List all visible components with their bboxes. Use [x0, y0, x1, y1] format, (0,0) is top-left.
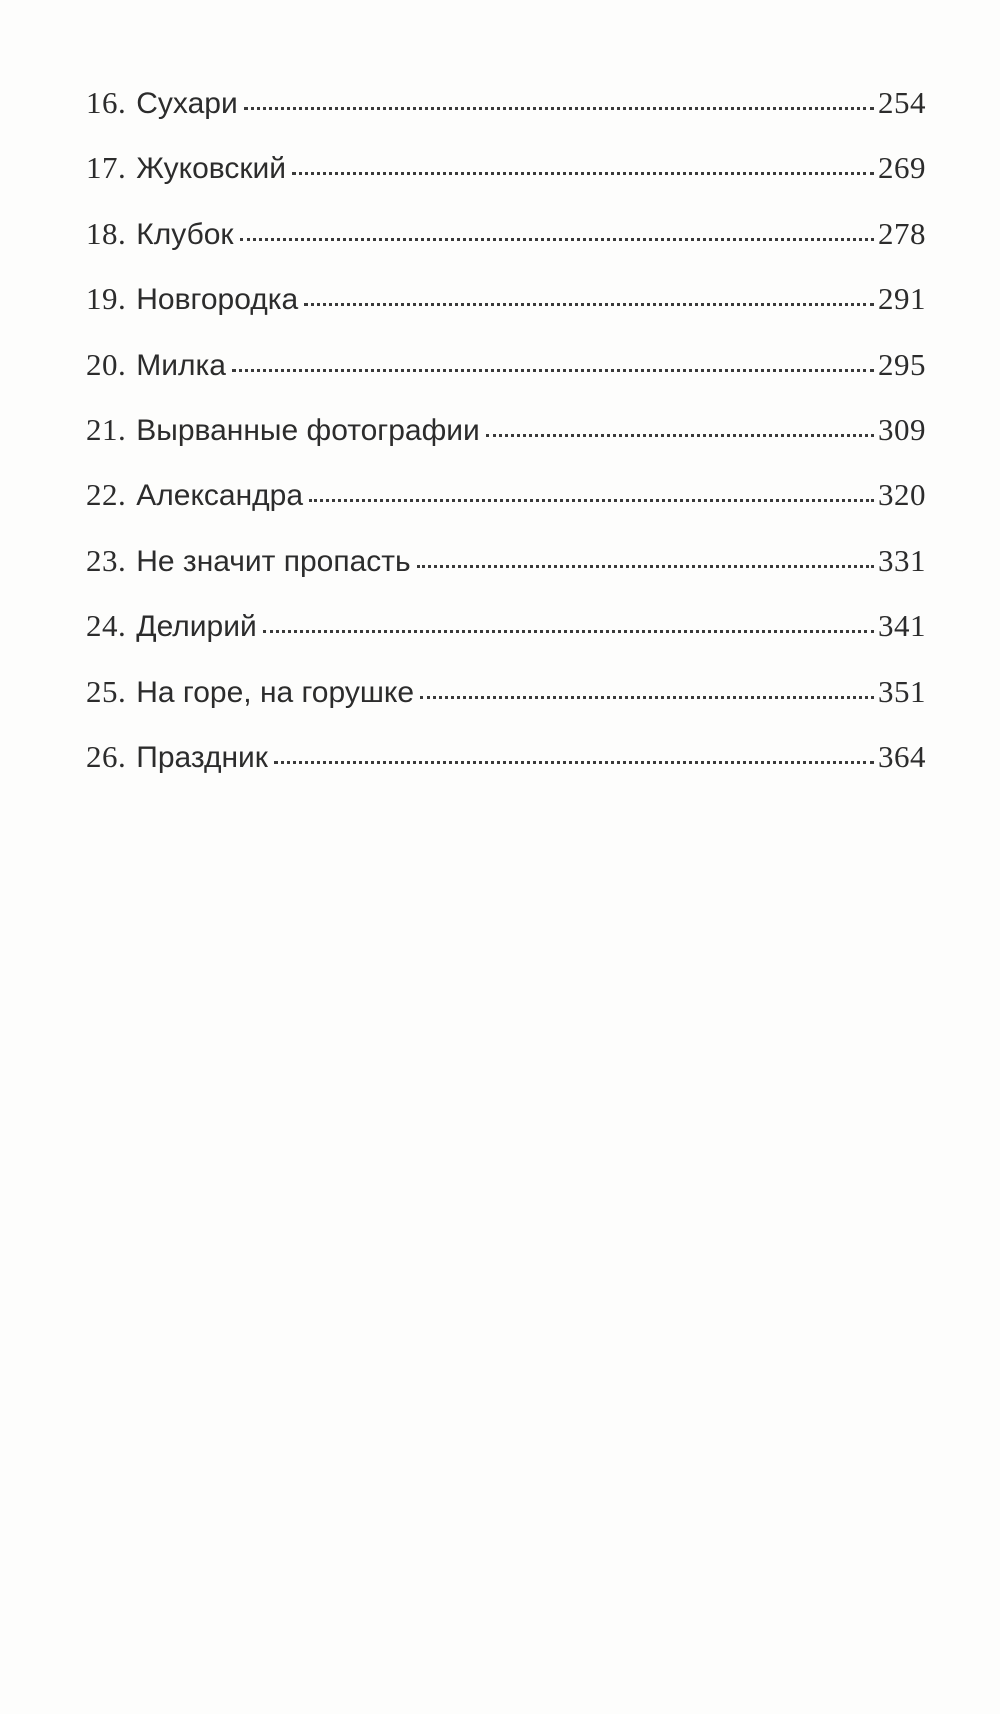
chapter-title: Вырванные фотографии — [136, 413, 480, 447]
page-number: 341 — [878, 608, 926, 644]
dot-leader — [309, 499, 874, 502]
toc-entry — [86, 543, 926, 608]
chapter-number: 25. — [86, 673, 127, 709]
chapter-title: Жуковский — [136, 152, 287, 186]
dot-leader — [417, 565, 874, 568]
dot-leader — [240, 238, 874, 241]
toc-entry — [86, 216, 926, 281]
dot-leader — [486, 434, 874, 437]
page-number: 269 — [878, 150, 926, 186]
chapter-title: Не значит пропасть — [136, 544, 411, 578]
page-number: 351 — [878, 673, 926, 709]
toc-entry — [86, 347, 926, 412]
toc-entry — [86, 739, 926, 804]
chapter-number: 17. — [86, 150, 127, 186]
chapter-title: Делирий — [136, 610, 257, 644]
chapter-title: Александра — [136, 479, 304, 513]
page-number: 254 — [878, 85, 926, 120]
page-number: 278 — [878, 215, 926, 251]
page-number: 295 — [878, 346, 926, 382]
chapter-title: На горе, на горушке — [136, 675, 415, 709]
toc-entry — [86, 85, 926, 150]
dot-leader — [232, 369, 874, 372]
page-number: 309 — [878, 411, 926, 447]
chapter-number: 19. — [86, 281, 127, 317]
chapter-number: 21. — [86, 411, 127, 447]
dot-leader — [263, 630, 874, 633]
chapter-title: Сухари — [136, 87, 238, 120]
chapter-title: Милка — [136, 348, 226, 382]
chapter-number: 24. — [86, 608, 127, 644]
chapter-title: Новгородка — [136, 283, 299, 317]
dot-leader — [292, 172, 874, 175]
toc-entry — [86, 281, 926, 346]
toc-entry — [86, 150, 926, 215]
toc-entry — [86, 674, 926, 739]
dot-leader — [274, 761, 874, 764]
dot-leader — [244, 107, 874, 110]
toc-entry — [86, 477, 926, 542]
toc-entry — [86, 412, 926, 477]
page-number: 331 — [878, 542, 926, 578]
chapter-number: 23. — [86, 542, 127, 578]
toc-entry — [86, 608, 926, 673]
chapter-title: Праздник — [136, 740, 268, 774]
chapter-number: 26. — [86, 738, 127, 774]
dot-leader — [304, 303, 874, 306]
page-number: 364 — [878, 738, 926, 774]
chapter-number: 16. — [86, 85, 127, 120]
table-of-contents — [86, 85, 926, 804]
chapter-title: Клубок — [136, 217, 234, 251]
chapter-number: 18. — [86, 215, 127, 251]
chapter-number: 20. — [86, 346, 127, 382]
dot-leader — [420, 696, 874, 699]
page-number: 291 — [878, 281, 926, 317]
page-number: 320 — [878, 477, 926, 513]
chapter-number: 22. — [86, 477, 127, 513]
